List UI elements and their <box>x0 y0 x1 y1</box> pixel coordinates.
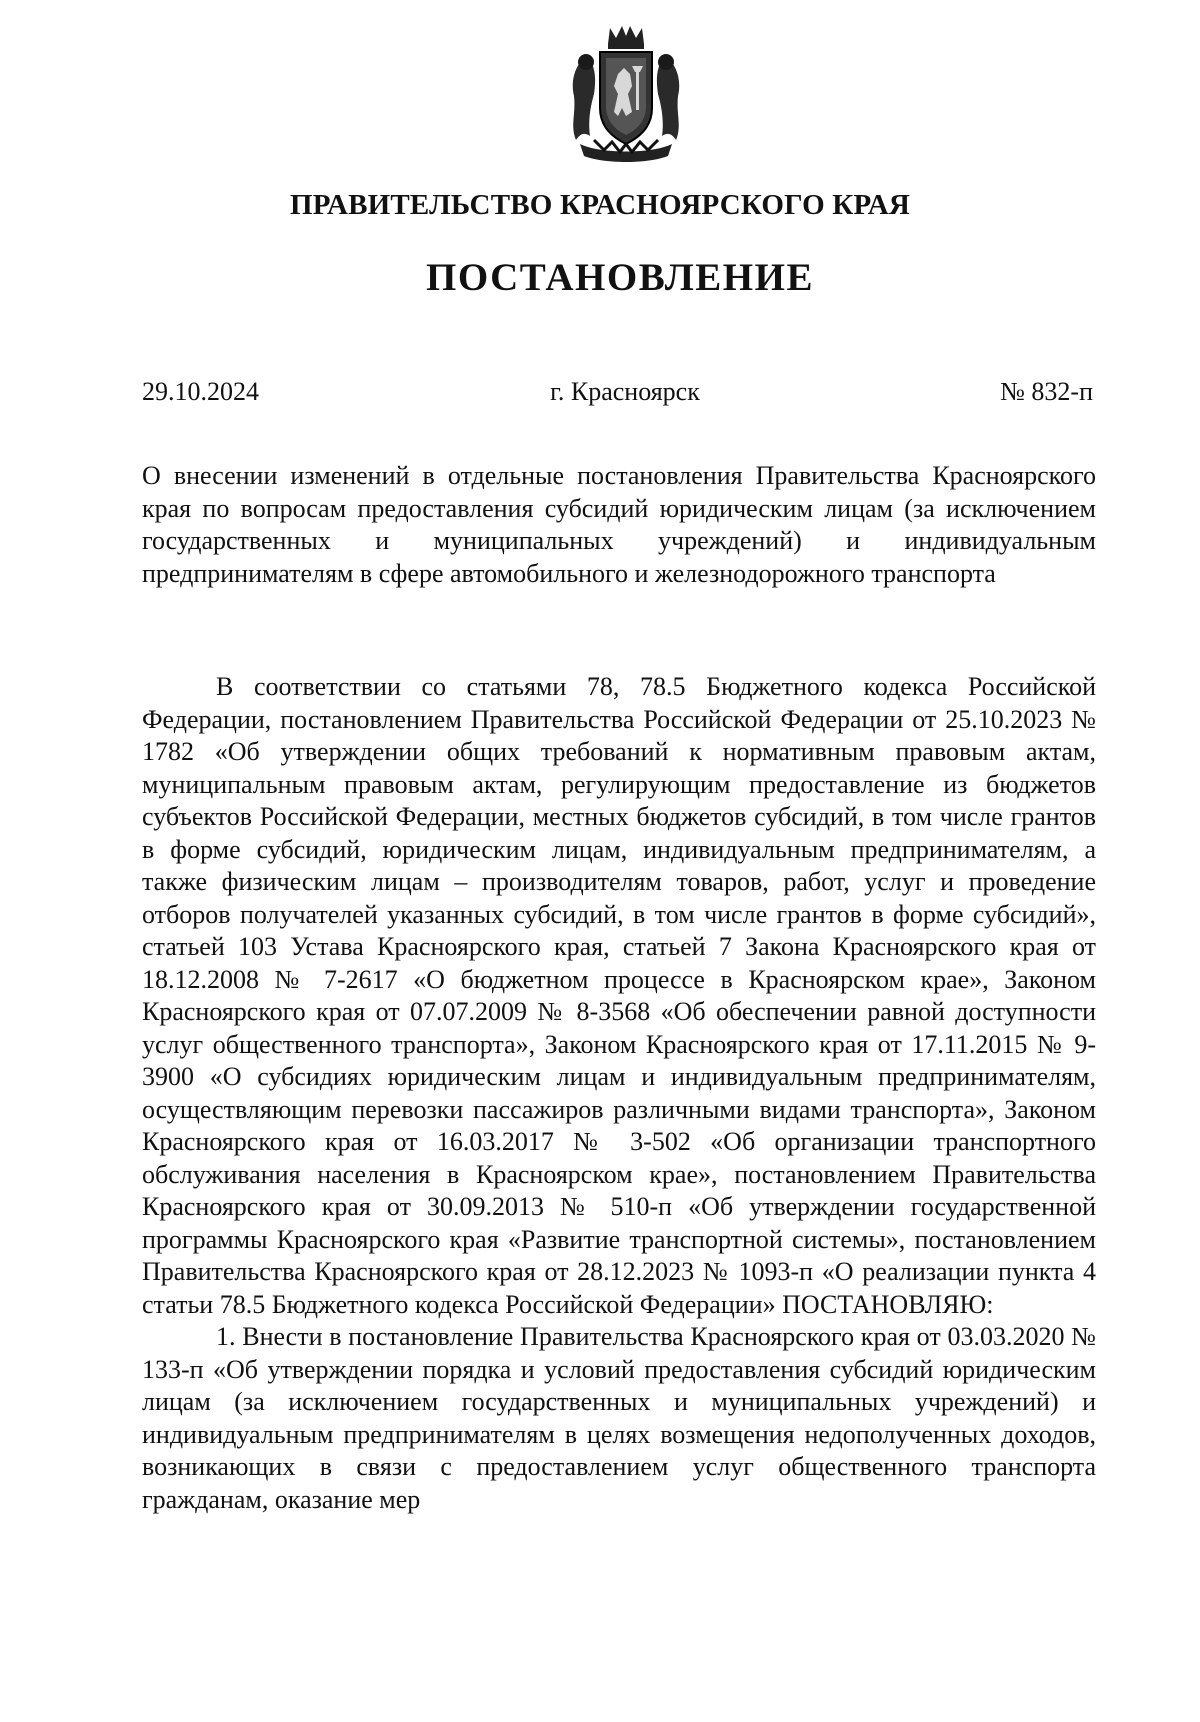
document-type-title: ПОСТАНОВЛЕНИЕ <box>425 256 814 299</box>
body-paragraph-preamble: В соответствии со статьями 78, 78.5 Бюджетного кодекса Российской Федерации, постановлением Правительства Российской Федерации от 25.10.2023 № 1782 «Об утверждении общих требований к нормативным правовым актам, муниципальным правовым актам, регулирующим предоставление из бюджетов субъектов Российской Федерации, местных бюджетов субсидий, в том числе грантов в форме субсидий, юридическим лицам, индивидуальным предпринимателям, а также физическим лицам – производителям товаров, работ, услуг и проведение отборов получателей указанных субсидий, в том числе грантов в форме субсидий», статьей 103 Устава Красноярского края, статьей 7 Закона Красноярского края от 18.12.2008 № 7-2617 «О бюджетном процессе в Красноярском крае», Законом Красноярского края от 07.07.2009 № 8-3568 «Об обеспечении равной доступности услуг общественного транспорта», Законом Красноярского края от 17.11.2015 № 9-3900 «О субсидиях юридическим лицам и индивидуальным предпринимателям, осуществляющим перевозки пассажиров различными видами транспорта», Законом Красноярского края от 16.03.2017 № 3-502 «Об организации транспортного обслуживания населения в Красноярском крае», постановлением Правительства Красноярского края от 30.09.2013 № 510-п «Об утверждении государственной программы Красноярского края «Развитие транспортной системы», постановлением Правительства Красноярского края от 28.12.2023 № 1093-п «О реализации пункта 4 статьи 78.5 Бюджетного кодекса Российской Федерации» ПОСТАНОВЛЯЮ: <box>142 672 1096 1319</box>
document-body <box>142 671 1096 1516</box>
document-date: 29.10.2024 <box>142 377 259 406</box>
document-city: г. Красноярск <box>550 377 700 406</box>
document-subject: О внесении изменений в отдельные постановления Правительства Красноярского края по вопросам предоставления субсидий юридическим лицам (за исключением государственных и муниципальных учреждений) и индивидуальным предпринимателям в сфере автомобильного и железнодорожного транспорта <box>142 461 1096 588</box>
document-number: № 832-п <box>1000 377 1093 406</box>
coat-of-arms-emblem <box>560 22 692 164</box>
organization-title: ПРАВИТЕЛЬСТВО КРАСНОЯРСКОГО КРАЯ <box>289 189 911 221</box>
body-paragraph-item-1: 1. Внести в постановление Правительства Красноярского края от 03.03.2020 № 133-п «Об утверждении порядка и условий предоставления субсидий юридическим лицам (за исключением государственных и муниципальных учреждений) и индивидуальным предпринимателям в целях возмещения недополученных доходов, возникающих в связи с предоставлением услуг общественного транспорта гражданам, оказание мер <box>142 1322 1096 1514</box>
